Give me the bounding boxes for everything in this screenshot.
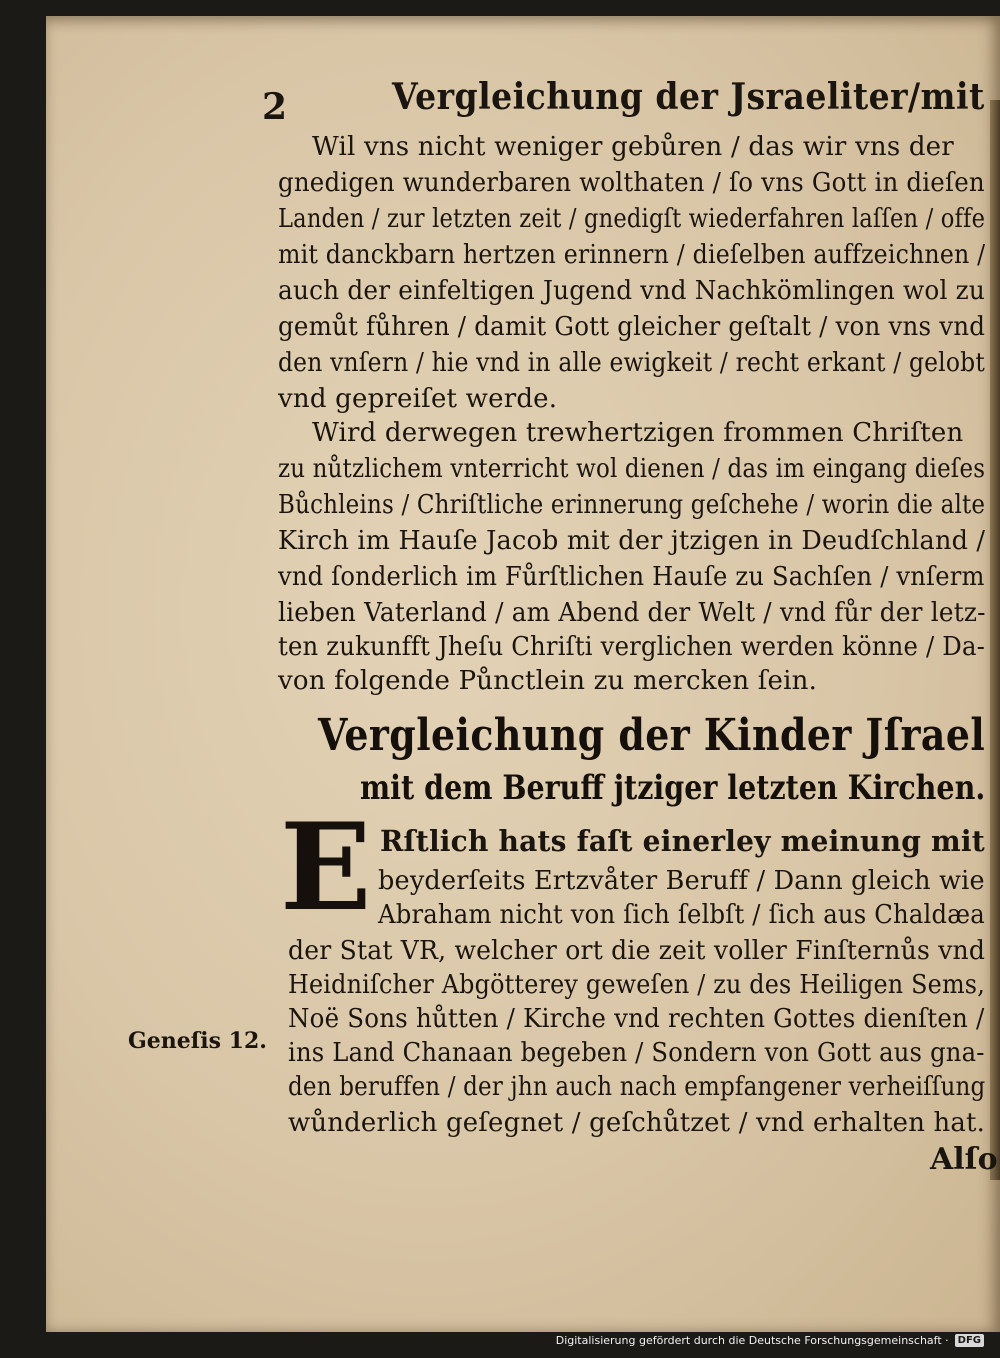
text-line: Landen / zur letzten zeit / gnedigſt wiederfahren laſſen / offe [278,204,986,234]
text-line: vnd gepreiſet werde. [278,384,558,414]
text-line: gemůt fůhren / damit Gott gleicher geſtalt / von vns vnd [278,312,986,342]
text-line: den beruffen / der jhn auch nach empfangener verheiſſung [288,1072,986,1102]
text-line: auch der einfeltigen Jugend vnd Nachkömlingen wol zu [278,276,986,306]
catchword: Alſo [930,1142,998,1177]
text-line: mit danckbarn hertzen erinnern / dieſelben auffzeichnen / [278,240,986,270]
section-subtitle: mit dem Beruff jtziger letzten Kirchen. [360,768,986,808]
drop-cap: E [280,797,372,938]
text-line: Wird derwegen trewhertzigen frommen Chriſten [312,418,964,448]
text-line: Rſtlich hats faſt einerley meinung mit [380,824,985,858]
text-line: Wil vns nicht weniger gebůren / das wir vns der [312,132,954,162]
text-line: vnd ſonderlich im Fůrſtlichen Hauſe zu Sachſen / vnſerm [278,562,985,592]
page-edge [990,100,1000,1180]
text-line: Abraham nicht von ſich ſelbſt / ſich aus Chaldæa [378,900,985,930]
text-line: wůnderlich geſegnet / geſchůtzet / vnd erhalten hat. [288,1108,986,1138]
footer-credit: Digitalisierung gefördert durch die Deutsche Forschungsgemeinschaft · [555,1333,949,1347]
text-line: beyderſeits Ertzvåter Beruff / Dann gleich wie [378,866,985,896]
text-line: ten zukunfft Jheſu Chriſti verglichen werden könne / Da- [278,632,986,662]
running-head: Vergleichung der Jsraeliter/mit [392,76,985,118]
text-line: Noë Sons hůtten / Kirche vnd rechten Gottes dienſten / [288,1004,985,1034]
text-line: ins Land Chanaan begeben / Sondern von Gott aus gna- [288,1038,985,1068]
text-line: zu nůtzlichem vnterricht wol dienen / das im eingang dieſes [278,454,986,484]
marginal-note: Geneſis 12. [128,1028,267,1054]
text-line: gnedigen wunderbaren wolthaten / ſo vns Gott in dieſen [278,168,985,198]
footer [556,1330,984,1350]
text-line: den vnſern / hie vnd in alle ewigkeit / recht erkant / gelobt [278,348,985,378]
section-title: Vergleichung der Kinder Jſrael [318,710,986,761]
text-line: Bůchleins / Chriſtliche erinnerung geſchehe / worin die alte [278,490,986,520]
text-line: Kirch im Hauſe Jacob mit der jtzigen in Deudſchland / [278,526,986,556]
text-line: der Stat VR, welcher ort die zeit voller Finſternůs vnd [288,936,986,966]
dfg-logo-icon: DFG [955,1334,984,1347]
text-line: Heidniſcher Abgötterey geweſen / zu des Heiligen Sems, [288,970,985,1000]
page-number: 2 [262,86,288,128]
text-line: von folgende Půnctlein zu mercken ſein. [278,666,818,696]
text-line: lieben Vaterland / am Abend der Welt / vnd fůr der letz- [278,598,986,628]
